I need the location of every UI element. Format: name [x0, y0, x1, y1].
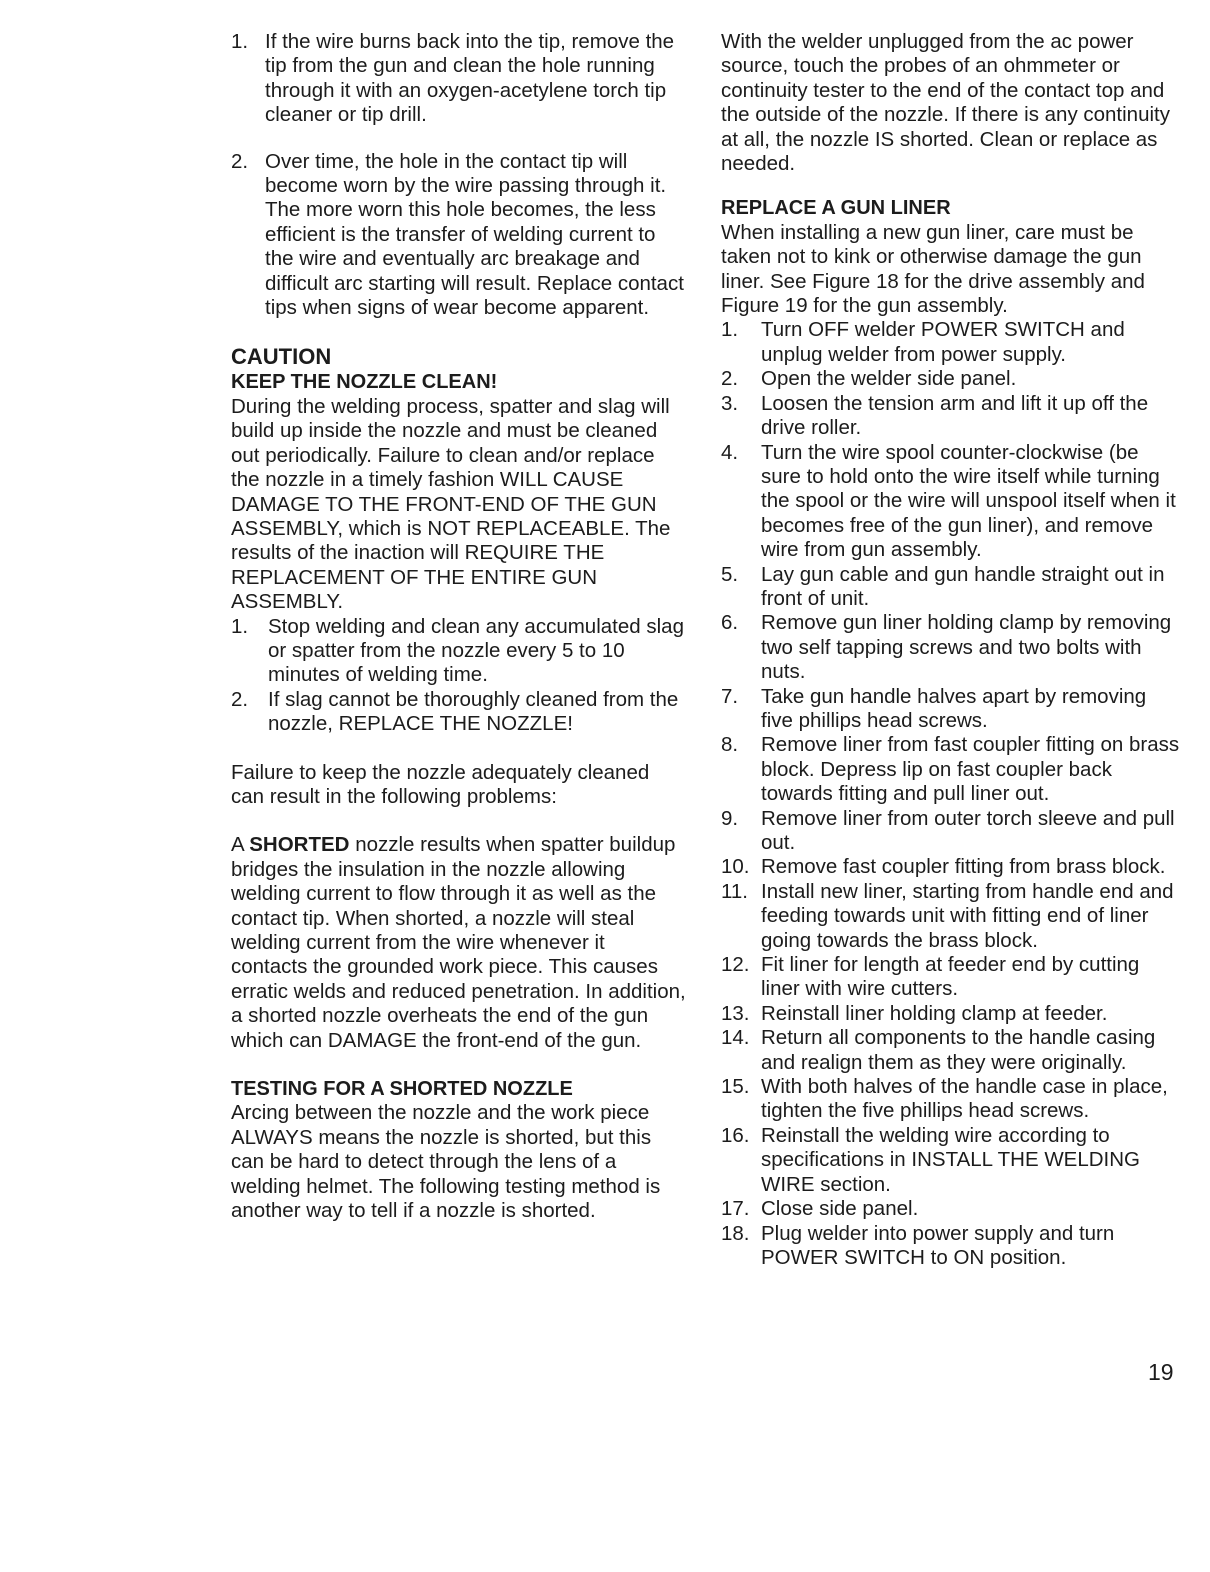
list-item [721, 563, 1181, 612]
list-item-text: Remove liner from fast coupler fitting on brass block. Depress lip on fast coupler back towards fitting and pull liner out. [761, 733, 1180, 806]
list-item [721, 1026, 1181, 1075]
list-item [721, 855, 1181, 879]
list-item-text: Lay gun cable and gun handle straight out in front of unit. [761, 562, 1165, 610]
shorted-keyword: SHORTED [249, 833, 350, 857]
list-item [721, 367, 1181, 391]
list-item-text: Over time, the hole in the contact tip will become worn by the wire passing through it. The more worn this hole becomes, the less efficient is the transfer of welding current to the wire and eventually arc breakage and difficult arc starting will result. Replace contact tips when signs of wear become apparent. [265, 149, 684, 320]
list-item [231, 30, 686, 128]
list-item [721, 807, 1181, 856]
list-item [721, 1197, 1181, 1221]
shorted-lead-word: A [231, 833, 244, 857]
list-item-number: 1. [231, 30, 249, 53]
list-item-text: Remove liner from outer torch sleeve and pull out. [761, 806, 1175, 854]
list-item [721, 318, 1181, 367]
list-item-number: 2. [231, 687, 249, 711]
list-item-number: 14. [721, 1026, 750, 1050]
list-item-number: 10. [721, 855, 750, 879]
list-item [721, 733, 1181, 806]
liner-intro-paragraph: When installing a new gun liner, care must be taken not to kink or otherwise damage the gun liner. See Figure 18 for the drive assembly and Figure 19 for the gun assembly. [721, 220, 1145, 318]
list-item [721, 1222, 1181, 1271]
testing-shorted-nozzle-heading: TESTING FOR A SHORTED NOZZLE [231, 1078, 573, 1101]
shorted-nozzle-paragraph [231, 833, 686, 1053]
testing-paragraph: Arcing between the nozzle and the work piece ALWAYS means the nozzle is shorted, but this can be hard to detect through the lens of a welding helmet. The following testing method is another way to tell if a nozzle is shorted. [231, 1101, 661, 1223]
left-column [231, 30, 686, 1223]
list-item-text: Turn OFF welder POWER SWITCH and unplug welder from power supply. [761, 318, 1125, 366]
list-item-number: 18. [721, 1221, 750, 1245]
list-item-number: 17. [721, 1197, 750, 1221]
tip-cleaning-list [231, 30, 686, 320]
list-item-text: Plug welder into power supply and turn POWER SWITCH to ON position. [761, 1221, 1115, 1269]
list-item-text: Open the welder side panel. [761, 367, 1017, 391]
list-item [721, 1075, 1181, 1124]
replace-gun-liner-heading: REPLACE A GUN LINER [721, 197, 951, 220]
liner-replacement-steps [721, 318, 1181, 1270]
list-item [721, 880, 1181, 953]
list-item [721, 611, 1181, 684]
right-column [721, 30, 1181, 1270]
list-item [721, 685, 1181, 734]
list-item-number: 15. [721, 1075, 750, 1099]
list-item-number: 8. [721, 733, 739, 757]
list-item-number: 12. [721, 953, 750, 977]
list-item-text: With both halves of the handle case in place, tighten the five phillips head screws. [761, 1075, 1168, 1123]
caution-heading: CAUTION [231, 344, 332, 370]
list-item-number: 4. [721, 440, 739, 464]
list-item [721, 1002, 1181, 1026]
list-item-number: 6. [721, 611, 739, 635]
list-item [231, 615, 686, 688]
list-item-text: Loosen the tension arm and lift it up off the drive roller. [761, 391, 1149, 440]
list-item-text: Turn the wire spool counter-clockwise (be sure to hold onto the wire itself while turning the spool or the wire will unspool itself when it becomes free of the gun liner), and remove wire from gun assembly. [761, 440, 1176, 562]
list-item-text: Remove fast coupler fitting from brass block. [761, 855, 1166, 879]
list-item-text: Remove gun liner holding clamp by removing two self tapping screws and two bolts with nuts. [761, 611, 1172, 684]
list-item-number: 3. [721, 391, 739, 415]
list-item-number: 13. [721, 1001, 750, 1025]
list-item-number: 11. [721, 879, 748, 903]
list-item-text: Take gun handle halves apart by removing five phillips head screws. [761, 684, 1147, 732]
list-item [721, 953, 1181, 1002]
failure-paragraph: Failure to keep the nozzle adequately cleaned can result in the following problems: [231, 760, 650, 808]
list-item [721, 441, 1181, 563]
list-item-number: 9. [721, 806, 739, 830]
list-item [721, 392, 1181, 441]
nozzle-cleaning-list [231, 615, 686, 737]
list-item [721, 1124, 1181, 1197]
list-item-text: Close side panel. [761, 1197, 919, 1221]
list-item [231, 688, 686, 737]
continuity-test-paragraph: With the welder unplugged from the ac power source, touch the probes of an ohmmeter or continuity tester to the end of the contact top and the outside of the nozzle. If there is any continuity at all, the nozzle IS shorted. Clean or replace as needed. [721, 30, 1170, 176]
shorted-description: nozzle results when spatter buildup bridges the insulation in the nozzle allowing welding current to flow through it as well as the contact tip. When shorted, a nozzle will steal welding current from the wire whenever it contacts the grounded work piece. This causes erratic welds and reduced penetration. In addition, a shorted nozzle overheats the end of the gun which can DAMAGE the front-end of the gun. [231, 833, 686, 1052]
list-item-text: Return all components to the handle casing and realign them as they were originally. [761, 1026, 1156, 1074]
keep-nozzle-clean-heading: KEEP THE NOZZLE CLEAN! [231, 371, 498, 394]
list-item-text: Install new liner, starting from handle end and feeding towards unit with fitting end of liner going towards the brass block. [761, 879, 1174, 952]
list-item-text: Reinstall the welding wire according to specifications in INSTALL THE WELDING WIRE section. [761, 1123, 1140, 1196]
list-item-text: If the wire burns back into the tip, remove the tip from the gun and clean the hole running through it with an oxygen-acetylene torch tip cleaner or tip drill. [265, 30, 675, 127]
list-item [231, 150, 686, 321]
list-item-text: Stop welding and clean any accumulated slag or spatter from the nozzle every 5 to 10 minutes of welding time. [268, 614, 684, 687]
list-item-number: 5. [721, 562, 739, 586]
list-item-number: 1. [231, 614, 249, 638]
list-item-number: 2. [721, 367, 739, 391]
list-item-number: 2. [231, 149, 249, 173]
list-item-text: Fit liner for length at feeder end by cutting liner with wire cutters. [761, 953, 1140, 1001]
list-item-number: 7. [721, 684, 739, 708]
keep-nozzle-clean-paragraph: During the welding process, spatter and slag will build up inside the nozzle and must be cleaned out periodically. Failure to clean and/or replace the nozzle in a timely fashion WILL CAUSE DAMAGE TO THE FRONT-END OF THE GUN ASSEMBLY, which is NOT REPLACEABLE. The results of the inaction will REQUIRE THE REPLACEMENT OF THE ENTIRE GUN ASSEMBLY. [231, 394, 671, 614]
list-item-text: Reinstall liner holding clamp at feeder. [761, 1001, 1108, 1025]
list-item-text: If slag cannot be thoroughly cleaned from the nozzle, REPLACE THE NOZZLE! [268, 687, 679, 736]
list-item-number: 1. [721, 318, 739, 342]
list-item-number: 16. [721, 1123, 750, 1147]
page-number: 19 [1148, 1359, 1174, 1385]
